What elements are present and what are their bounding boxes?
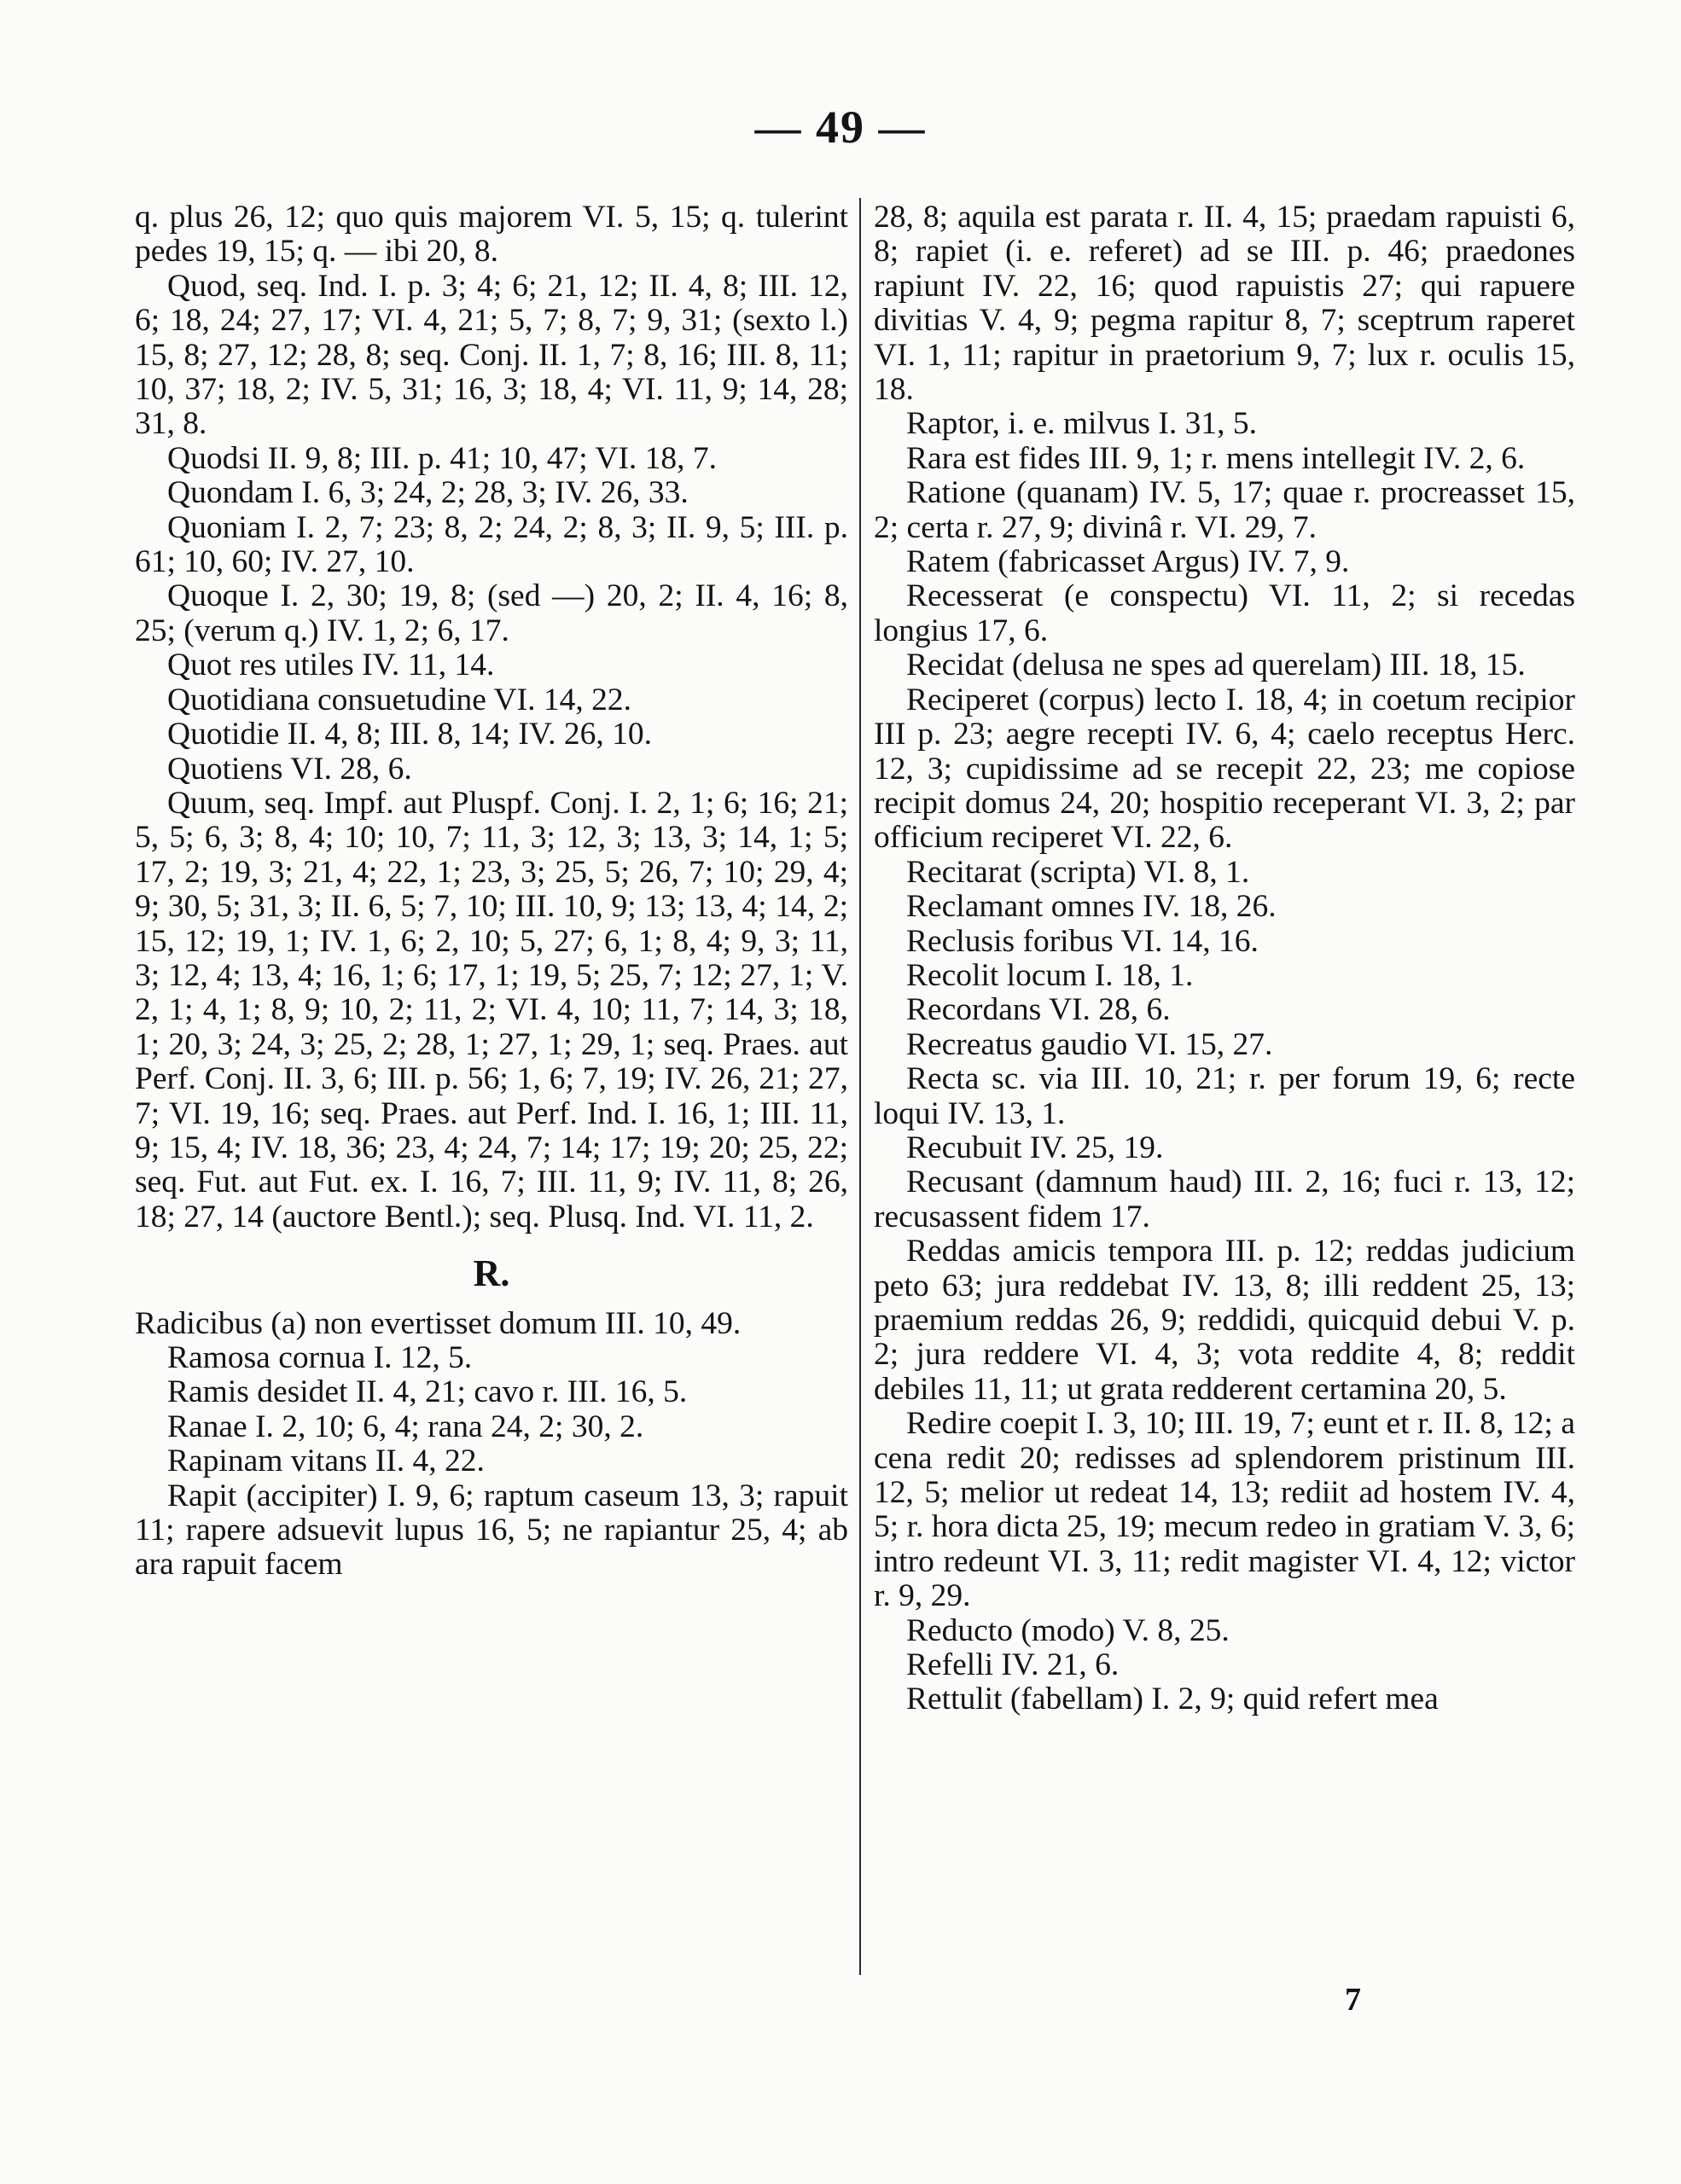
index-entry: Quotidie II. 4, 8; III. 8, 14; IV. 26, 10. <box>167 717 652 752</box>
index-entry: Reclusis foribus VI. 14, 16. <box>906 923 1259 959</box>
index-entry: 28, 8; aquila est parata r. II. 4, 15; praedam rapuisti 6, 8; rapiet (i. e. referet) ad se III. p. 46; praedones rapiunt IV. 22, 16; quod rapuistis 27; qui rapuere divitias V. 4, 9; pegma rapitur 8, 7; sceptrum raperet VI. 1, 11; rapitur in praetorium 9, 7; lux r. oculis 15, 18. <box>874 200 1575 408</box>
index-entry: Recusant (damnum haud) III. 2, 16; fuci r. 13, 12; recusassent fidem 17. <box>874 1165 1575 1234</box>
index-entry: Quotidiana consuetudine VI. 14, 22. <box>167 682 632 717</box>
index-entry: Recordans VI. 28, 6. <box>906 992 1171 1028</box>
index-entry: Radicibus (a) non evertisset domum III. 10, 49. <box>135 1305 742 1341</box>
page-number-header: — 49 — <box>754 102 927 153</box>
index-entry: Quod, seq. Ind. I. p. 3; 4; 6; 21, 12; II. 4, 8; III. 12, 6; 18, 24; 27, 17; VI. 4, 21; 5, 7; 8, 7; 9, 31; (sexto l.) 15, 8; 27, 12; 28, 8; seq. Conj. II. 1, 7; 8, 16; III. 8, 11; 10, 37; 18, 2; IV. 5, 31; 16, 3; 18, 4; VI. 11, 9; 14, 28; 31, 8. <box>135 268 848 442</box>
section-letter-heading: R. <box>473 1252 510 1295</box>
index-entry: Rettulit (fabellam) I. 2, 9; quid refert mea <box>906 1682 1439 1717</box>
index-entry: q. plus 26, 12; quo quis majorem VI. 5, 15; q. tulerint pedes 19, 15; q. — ibi 20, 8. <box>135 200 848 270</box>
index-entry: Quodsi II. 9, 8; III. p. 41; 10, 47; VI. 18, 7. <box>167 440 718 476</box>
index-entry: Ratione (quanam) IV. 5, 17; quae r. procreasset 15, 2; certa r. 27, 9; divinâ r. VI. 29, 7. <box>874 475 1575 545</box>
index-entry: Redire coepit I. 3, 10; III. 19, 7; eunt et r. II. 8, 12; a cena redit 20; redisses ad splendorem pristinum III. 12, 5; melior ut redeat 14, 13; rediit ad hostem IV. 4, 5; r. hora dicta 25, 19; mecum redeo in gratiam V. 3, 6; intro redeunt VI. 3, 11; redit magister VI. 4, 12; victor r. 9, 29. <box>874 1406 1575 1614</box>
index-entry: Quondam I. 6, 3; 24, 2; 28, 3; IV. 26, 33. <box>167 475 689 511</box>
index-entry: Quum, seq. Impf. aut Pluspf. Conj. I. 2, 1; 6; 16; 21; 5, 5; 6, 3; 8, 4; 10; 10, 7; 11, 3; 12, 3; 13, 3; 14, 1; 5; 17, 2; 19, 3; 21, 4; 22, 1; 23, 3; 25, 5; 26, 7; 10; 29, 4; 9; 30, 5; 31, 3; II. 6, 5; 7, 10; III. 10, 9; 13; 13, 4; 14, 2; 15, 12; 19, 1; IV. 1, 6; 2, 10; 5, 27; 6, 1; 8, 4; 9, 3; 11, 3; 12, 4; 13, 4; 16, 1; 6; 17, 1; 19, 5; 25, 7; 12; 27, 1; V. 2, 1; 4, 1; 8, 9; 10, 2; 11, 2; VI. 4, 10; 11, 7; 14, 3; 18, 1; 20, 3; 24, 3; 25, 2; 28, 1; 27, 1; 29, 1; seq. Praes. aut Perf. Conj. II. 3, 6; III. p. 56; 1, 6; 7, 19; IV. 26, 21; 27, 7; VI. 19, 16; seq. Praes. aut Perf. Ind. I. 16, 1; III. 11, 9; 15, 4; IV. 18, 36; 23, 4; 24, 7; 14; 17; 19; 20; 25, 22; seq. Fut. aut Fut. ex. I. 16, 7; III. 11, 9; IV. 11, 8; 26, 18; 27, 14 (auctore Bentl.); seq. Plusq. Ind. VI. 11, 2. <box>135 785 848 1234</box>
index-entry: Quoque I. 2, 30; 19, 8; (sed —) 20, 2; II. 4, 16; 8, 25; (verum q.) IV. 1, 2; 6, 17. <box>135 578 848 648</box>
index-entry: Recolit locum I. 18, 1. <box>906 957 1194 993</box>
index-entry: Rapinam vitans II. 4, 22. <box>167 1443 485 1479</box>
index-entry: Recreatus gaudio VI. 15, 27. <box>906 1026 1273 1062</box>
index-entry: Reclamant omnes IV. 18, 26. <box>906 889 1277 925</box>
index-entry: Rara est fides III. 9, 1; r. mens intellegit IV. 2, 6. <box>906 440 1526 476</box>
index-entry: Quot res utiles IV. 11, 14. <box>167 648 495 683</box>
index-entry: Reddas amicis tempora III. p. 12; reddas judicium peto 63; jura reddebat IV. 13, 8; illi reddent 25, 13; praemium reddas 26, 9; reddidi, quicquid debui V. p. 2; jura reddere VI. 4, 3; vota reddite 4, 8; reddit debiles 11, 11; ut grata redderent certamina 20, 5. <box>874 1234 1575 1407</box>
index-entry: Reducto (modo) V. 8, 25. <box>906 1612 1230 1648</box>
index-entry: Recidat (delusa ne spes ad querelam) III. 18, 15. <box>906 648 1526 683</box>
index-entry: Ratem (fabricasset Argus) IV. 7, 9. <box>906 544 1350 580</box>
column-divider <box>859 198 861 1975</box>
index-entry: Quoniam I. 2, 7; 23; 8, 2; 24, 2; 8, 3; II. 9, 5; III. p. 61; 10, 60; IV. 27, 10. <box>135 509 848 580</box>
right-column <box>874 200 1575 1717</box>
index-entry: Recitarat (scripta) VI. 8, 1. <box>906 854 1250 890</box>
index-entry: Raptor, i. e. milvus I. 31, 5. <box>906 406 1257 442</box>
index-entry: Recesserat (e conspectu) VI. 11, 2; si recedas longius 17, 6. <box>874 578 1575 648</box>
index-entry: Rapit (accipiter) I. 9, 6; raptum caseum 13, 3; rapuit 11; rapere adsuevit lupus 16, 5; ne rapiantur 25, 4; ab ara rapuit facem <box>135 1478 848 1583</box>
index-entry: Quotiens VI. 28, 6. <box>167 751 412 787</box>
index-entry: Recta sc. via III. 10, 21; r. per forum 19, 6; recte loqui IV. 13, 1. <box>874 1061 1575 1131</box>
signature-mark: 7 <box>1345 1982 1361 2018</box>
index-entry: Ranae I. 2, 10; 6, 4; rana 24, 2; 30, 2. <box>167 1409 644 1444</box>
index-entry: Reciperet (corpus) lecto I. 18, 4; in coetum recipior III p. 23; aegre recepti IV. 6, 4; caelo receptus Herc. 12, 3; cupidissime ad se recepit 22, 23; me copiose recipit domus 24, 20; hospitio receperant VI. 3, 2; par officium reciperet VI. 22, 6. <box>874 682 1575 856</box>
left-column <box>135 200 848 1583</box>
index-entry: Ramis desidet II. 4, 21; cavo r. III. 16, 5. <box>167 1374 688 1410</box>
index-entry: Ramosa cornua I. 12, 5. <box>167 1340 473 1375</box>
index-entry: Refelli IV. 21, 6. <box>906 1647 1120 1683</box>
index-entry: Recubuit IV. 25, 19. <box>906 1130 1164 1165</box>
